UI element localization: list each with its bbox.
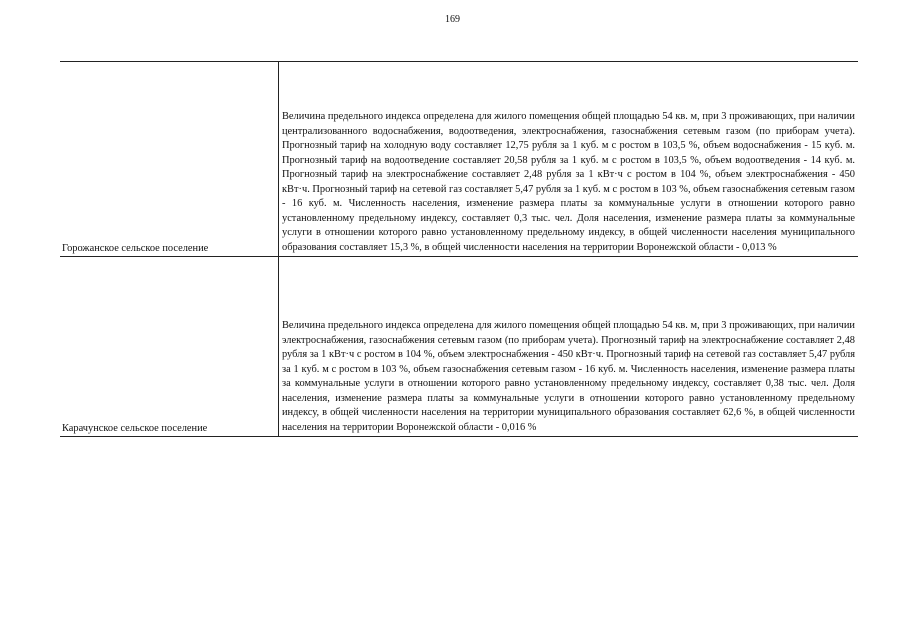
table-row (60, 62, 858, 257)
settlements-table (60, 61, 858, 437)
table-row (60, 257, 858, 437)
page-number: 169 (445, 14, 460, 25)
settlement-name-cell: Горожанское сельское поселение (60, 62, 279, 257)
index-description-cell: Величина предельного индекса определена для жилого помещения общей площадью 54 кв. м, при 3 проживающих, при наличии электроснабжения, газоснабжения сетевым газом (по приборам учета). Прогнозный тариф на электроснабжение составляет 2,48 рубля за 1 кВт·ч с ростом в 104 %, объем электроснабжения - 450 кВт·ч. Прогнозный тариф на сетевой газ составляет 5,47 рубля за 1 куб. м с ростом в 103 %, объем газоснабжения сетевым газом - 16 куб. м. Численность населения, изменение размера платы за коммунальные услуги в отношении которого равно установленному предельному индексу, составляет 0,38 тыс. чел. Доля населения, изменение размера платы за коммунальные услуги в отношении которого равно установленному предельному индексу, в общей численности населения на территории муниципального образования составляет 62,6 %, в общей численности населения на территории Воронежской области - 0,016 % (279, 257, 859, 437)
settlement-name-cell: Карачунское сельское поселение (60, 257, 279, 437)
index-description-cell: Величина предельного индекса определена для жилого помещения общей площадью 54 кв. м, при 3 проживающих, при наличии централизованного водоснабжения, водоотведения, электроснабжения, газоснабжения сетевым газом (по приборам учета). Прогнозный тариф на холодную воду составляет 12,75 рубля за 1 куб. м с ростом в 103,5 %, объем водоснабжения - 15 куб. м. Прогнозный тариф на водоотведение составляет 20,58 рубля за 1 куб. м с ростом в 103,5 %, объем водоотведения - 14 куб. м. Прогнозный тариф на электроснабжение составляет 2,48 рубля за 1 кВт·ч с ростом в 104 %, объем электроснабжения - 450 кВт·ч. Прогнозный тариф на сетевой газ составляет 5,47 рубля за 1 куб. м с ростом в 103 %, объем газоснабжения сетевым газом - 16 куб. м. Численность населения, изменение размера платы за коммунальные услуги в отношении которого равно установленному предельному индексу, составляет 0,3 тыс. чел. Доля населения, изменение размера платы за коммунальные услуги в отношении которого равно установленному предельному индексу, в общей численности населения муниципального образования составляет 15,3 %, в общей численности населения на территории Воронежской области - 0,013 % (279, 62, 859, 257)
